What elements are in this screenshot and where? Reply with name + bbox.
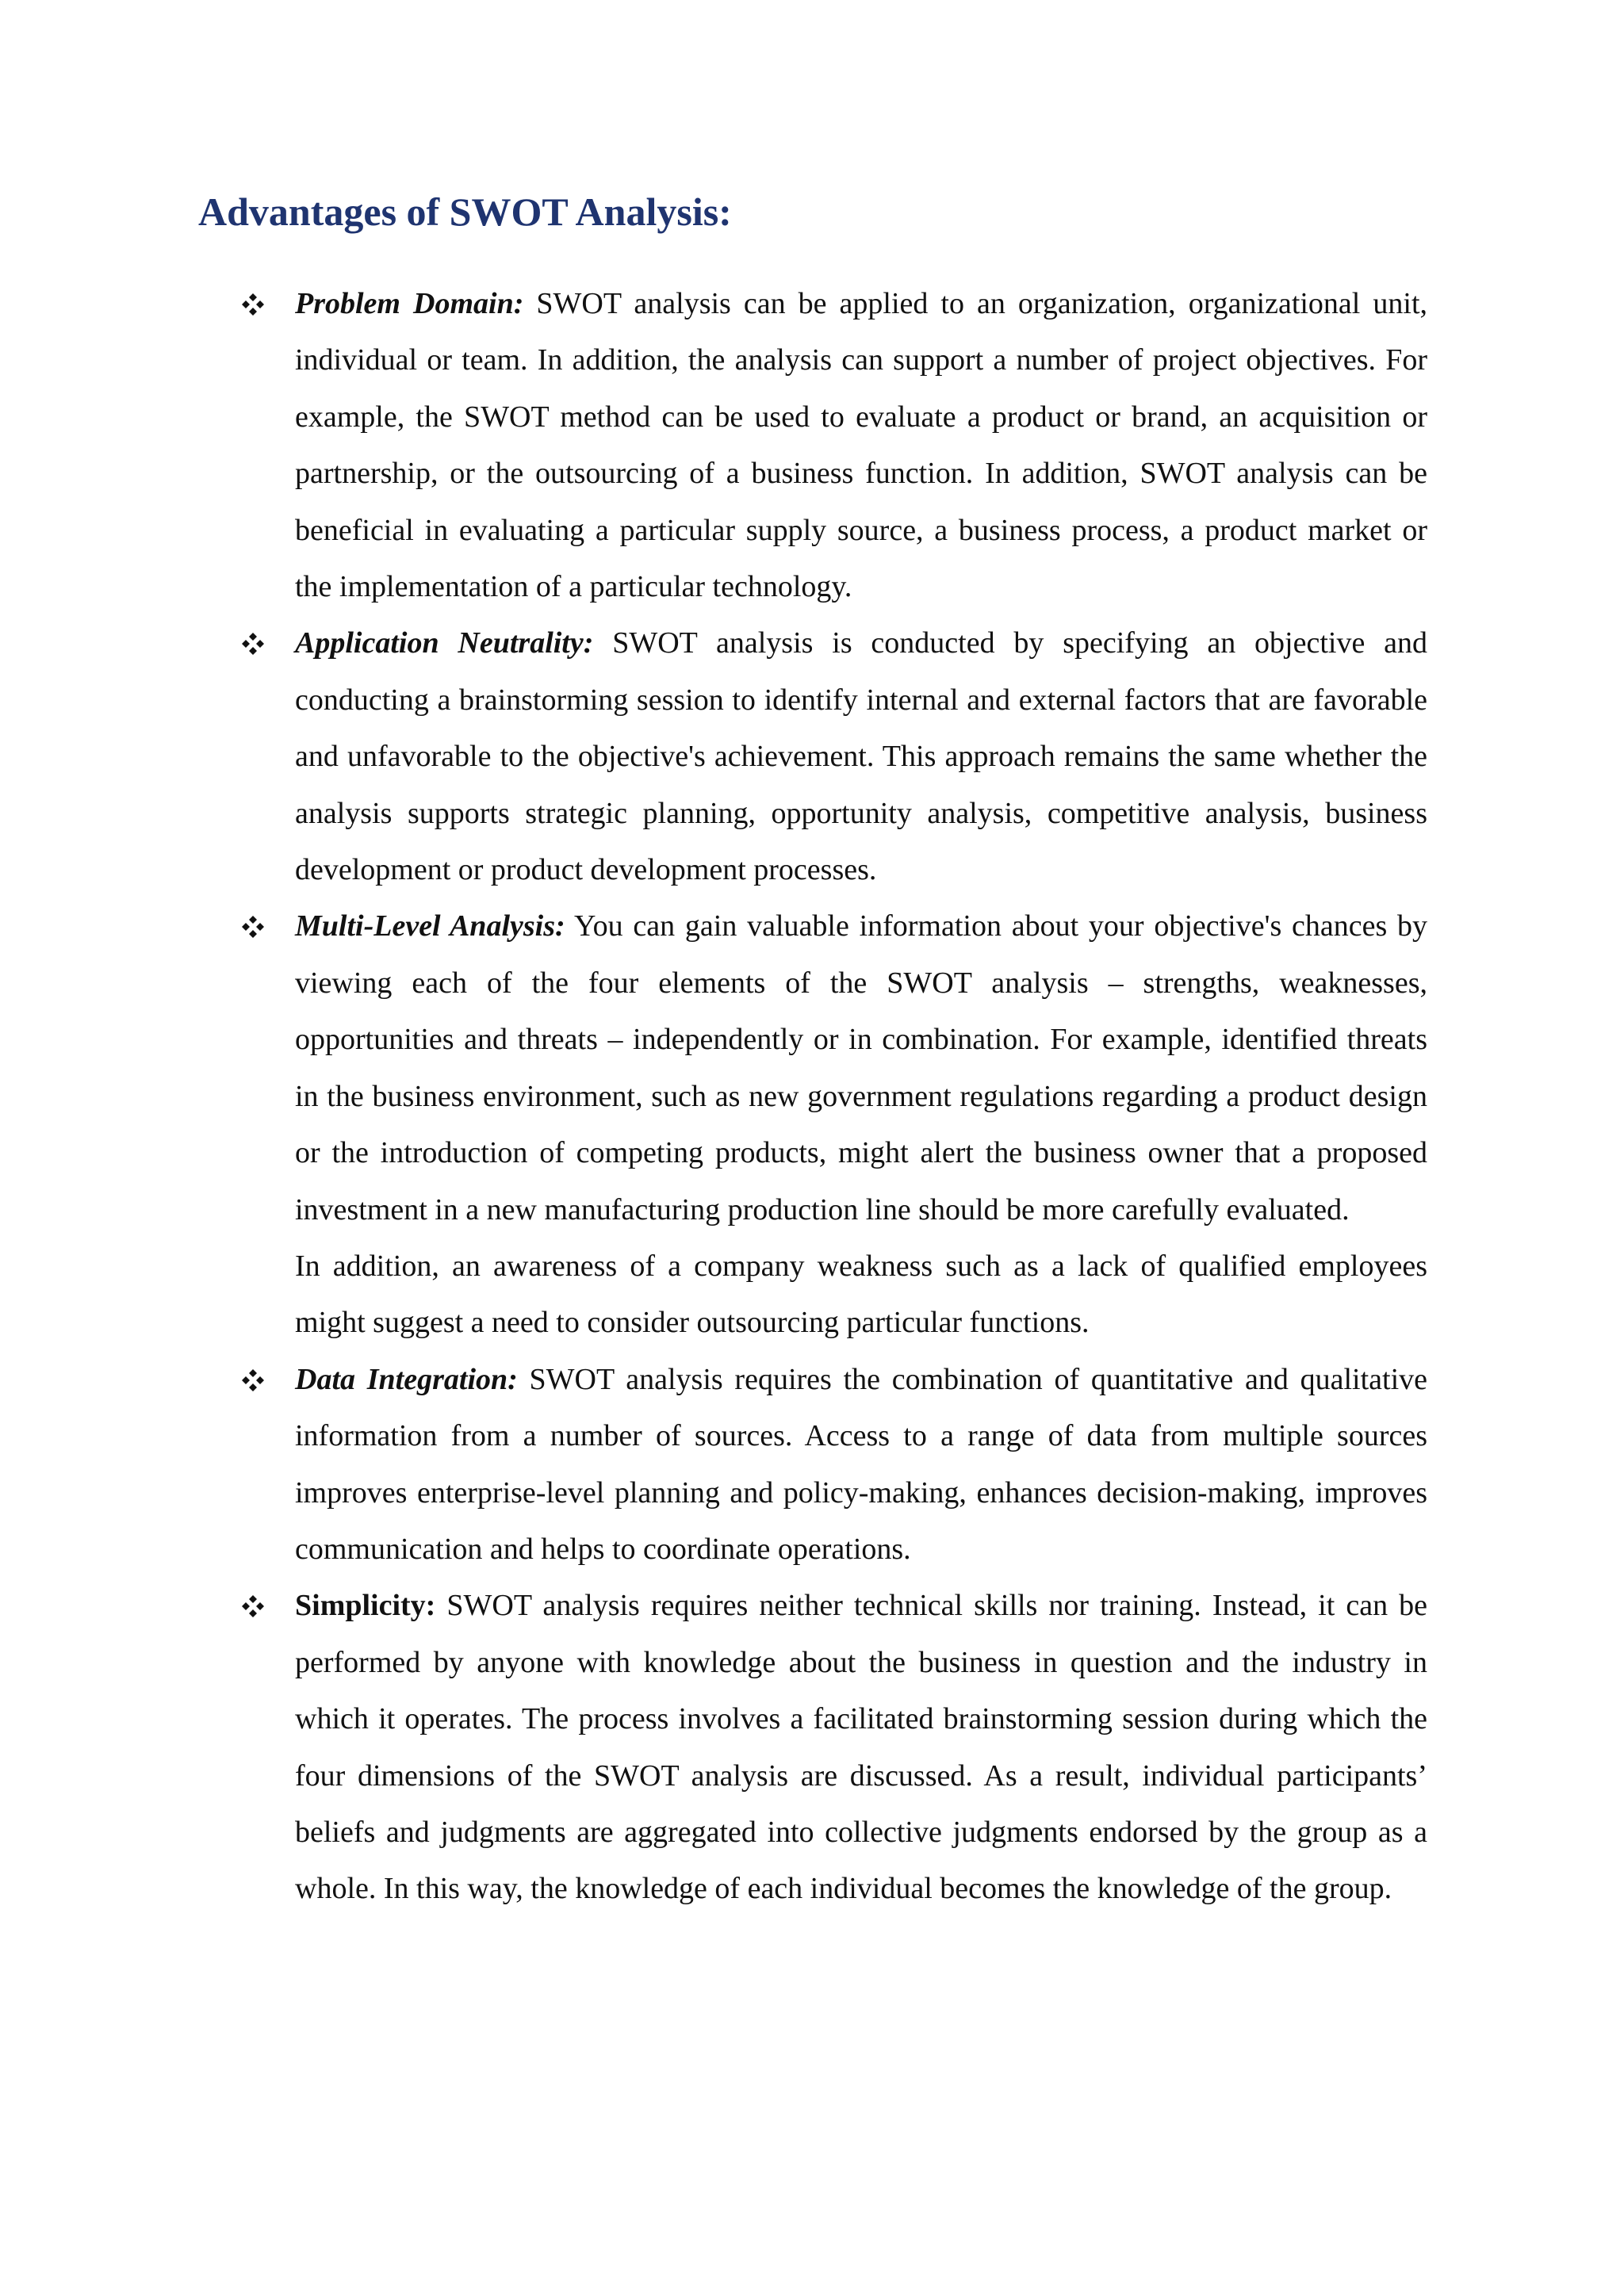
item-paragraph — [295, 1578, 1427, 1917]
item-term: Data Integration: — [295, 1362, 518, 1396]
item-term: Multi-Level Analysis: — [295, 909, 565, 943]
item-extra-paragraph: In addition, an awareness of a company weakness such as a lack of qualified employees might suggest a need to consider outsourcing particular functions. — [295, 1249, 1427, 1340]
item-paragraph — [295, 276, 1427, 615]
list-item-multi-level-analysis — [295, 898, 1427, 1351]
item-paragraph — [295, 1352, 1427, 1578]
four-diamond-bullet-icon — [241, 1368, 265, 1392]
list-item-application-neutrality — [295, 615, 1427, 898]
advantages-list — [295, 276, 1427, 1918]
item-paragraph — [295, 898, 1427, 1238]
item-paragraph — [295, 615, 1427, 898]
item-text: SWOT analysis can be applied to an organization, organizational unit, individual or team. In addition, the analysis can support a number of project objectives. For example, the SWOT method can be used to evaluate a product or brand, an acquisition or partnership, or the outsourcing of a business function. In addition, SWOT analysis can be beneficial in evaluating a particular supply source, a business process, a product market or the implementation of a particular technology. — [295, 287, 1428, 604]
four-diamond-bullet-icon — [241, 1594, 265, 1618]
item-term: Application Neutrality: — [295, 626, 594, 660]
list-item-data-integration — [295, 1352, 1427, 1578]
page-heading: Advantages of SWOT Analysis: — [198, 189, 732, 234]
list-item-problem-domain — [295, 276, 1427, 615]
four-diamond-bullet-icon — [241, 293, 265, 316]
item-text: SWOT analysis requires neither technical skills nor training. Instead, it can be performed by anyone with knowledge about the business in question and the industry in which it operates. The process involves a facilitated brainstorming session during which the four dimensions of the SWOT analysis are discussed. As a result, individual participants’ beliefs and judgments are aggregated into collective judgments endorsed by the group as a whole. In this way, the knowledge of each individual becomes the knowledge of the group. — [295, 1589, 1427, 1906]
item-text: SWOT analysis requires the combination of quantitative and qualitative information from a number of sources. Access to a range of data from multiple sources improves enterprise-level planning and policy-making, enhances decision-making, improves communication and helps to coordinate operations. — [295, 1362, 1427, 1566]
four-diamond-bullet-icon — [241, 632, 265, 656]
item-text: You can gain valuable information about your objective's chances by viewing each of the four elements of the SWOT analysis – strengths, weaknesses, opportunities and threats – independently or in combination. For example, identified threats in the business environment, such as new government regulations regarding a product design or the introduction of competing products, might alert the business owner that a proposed investment in a new manufacturing production line should be more carefully evaluated. — [295, 909, 1427, 1226]
list-item-simplicity — [295, 1578, 1427, 1917]
item-text: SWOT analysis is conducted by specifying an objective and conducting a brainstorming session to identify internal and external factors that are favorable and unfavorable to the objective's achievement. This approach remains the same whether the analysis supports strategic planning, opportunity analysis, competitive analysis, business development or product development processes. — [295, 626, 1428, 887]
item-term: Simplicity: — [295, 1589, 436, 1623]
four-diamond-bullet-icon — [241, 915, 265, 939]
item-term: Problem Domain: — [295, 287, 524, 320]
